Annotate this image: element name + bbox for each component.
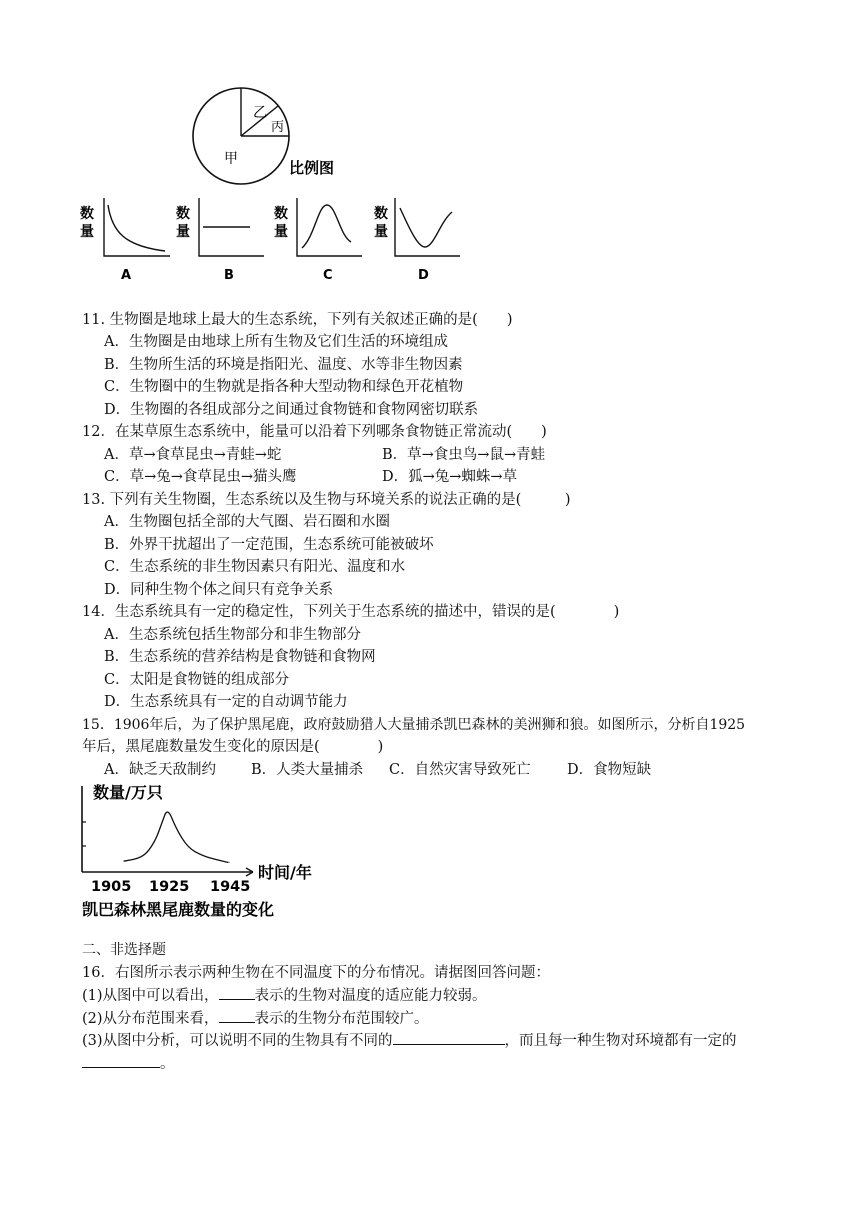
q15-option-b: B．人类大量捕杀 xyxy=(251,762,364,778)
q11-option-c: C．生物圈中的生物就是指各种大型动物和绿色开花植物 xyxy=(104,379,464,395)
q16-p3-blank-1[interactable] xyxy=(393,1030,505,1045)
section-2-heading: 二、非选择题 xyxy=(82,942,166,958)
q13-option-d: D．同种生物个体之间只有竞争关系 xyxy=(104,582,334,598)
q16-part-3 xyxy=(82,1030,737,1051)
curve-panel-d xyxy=(374,198,460,283)
q16-stem: 16．右图所示表示两种生物在不同温度下的分布情况。请据图回答问题： xyxy=(82,965,550,981)
q16-p1-prefix: (1)从图中可以看出， xyxy=(82,988,219,1004)
panel-d-label: D xyxy=(418,268,429,283)
chart-x-tick-1925: 1925 xyxy=(149,879,190,895)
pie-label-bing: 丙 xyxy=(271,120,285,135)
panel-a-ylabel-1: 数 xyxy=(80,206,94,222)
q13-option-a: A．生物圈包括全部的大气圈、岩石圈和水圈 xyxy=(104,514,390,530)
pie-label-yi: 乙 xyxy=(253,105,267,121)
curve-panel-b xyxy=(176,198,264,283)
q11-stem: 11. 生物圈是地球上最大的生态系统，下列有关叙述正确的是( ) xyxy=(82,312,513,328)
q16-p1-blank[interactable] xyxy=(219,985,255,1000)
q15-option-d: D．食物短缺 xyxy=(567,762,652,778)
q16-part-3-cont xyxy=(82,1053,175,1074)
q16-p3-blank-2[interactable] xyxy=(82,1053,160,1068)
panel-a-curve xyxy=(108,205,165,251)
q11-option-a: A．生物圈是由地球上所有生物及它们生活的环境组成 xyxy=(104,334,448,350)
q16-p2-suffix: 表示的生物分布范围较广。 xyxy=(254,1011,429,1027)
q16-p2-prefix: (2)从分布范围来看， xyxy=(82,1011,219,1027)
chart-x-tick-1905: 1905 xyxy=(91,879,132,895)
q16-p3-end: 。 xyxy=(160,1056,175,1072)
q15-option-c: C．自然灾害导致死亡 xyxy=(389,762,531,778)
q12-stem: 12．在某草原生态系统中，能量可以沿着下列哪条食物链正常流动( ) xyxy=(82,424,547,440)
q14-option-c: C．太阳是食物链的组成部分 xyxy=(104,672,290,688)
panel-d-ylabel-1: 数 xyxy=(374,206,388,222)
panel-d-axes xyxy=(395,198,460,256)
chart-xlabel: 时间/年 xyxy=(258,863,312,882)
pie-caption: 比例图 xyxy=(289,159,335,177)
pie-label-jia: 甲 xyxy=(224,151,238,167)
chart-x-tick-1945: 1945 xyxy=(210,879,251,895)
proportion-pie xyxy=(193,88,334,184)
q14-option-b: B．生态系统的营养结构是食物链和食物网 xyxy=(104,649,376,665)
series-line-deer xyxy=(124,812,229,863)
q12-option-b: B．草→食虫鸟→鼠→青蛙 xyxy=(382,447,546,463)
q16-p2-blank[interactable] xyxy=(219,1008,255,1023)
q12-option-d: D．狐→兔→蜘蛛→草 xyxy=(382,469,518,485)
q15-option-a: A．缺乏天敌制约 xyxy=(104,762,216,778)
q16-p3-suffix: ，而且每一种生物对环境都有一定的 xyxy=(504,1033,737,1049)
q12-option-a: A．草→食草昆虫→青蛙→蛇 xyxy=(104,447,282,463)
panel-c-label: C xyxy=(323,268,333,283)
panel-c-ylabel-1: 数 xyxy=(274,206,288,222)
q16-p3-prefix: (3)从图中分析，可以说明不同的生物具有不同的 xyxy=(82,1033,393,1049)
panel-d-curve xyxy=(400,208,452,247)
panel-b-ylabel-2: 量 xyxy=(176,224,190,240)
q11-option-d: D．生物圈的各组成部分之间通过食物链和食物网密切联系 xyxy=(104,402,479,418)
q12-option-c: C．草→兔→食草昆虫→猫头鹰 xyxy=(104,469,297,485)
panel-a-label: A xyxy=(121,268,132,283)
q15-stem-line-1: 15．1906年后，为了保护黑尾鹿，政府鼓励猎人大量捕杀凯巴森林的美洲狮和狼。如图所示，分析自1925 xyxy=(82,717,746,733)
deer-population-chart xyxy=(0,778,860,928)
curve-panel-a xyxy=(80,198,170,283)
q13-option-b: B．外界干扰超出了一定范围，生态系统可能被破坏 xyxy=(104,537,434,553)
q16-p1-suffix: 表示的生物对温度的适应能力较弱。 xyxy=(254,988,487,1004)
panel-b-ylabel-1: 数 xyxy=(176,206,190,222)
panel-b-label: B xyxy=(224,268,234,283)
q15-stem-line-2: 年后，黑尾鹿数量发生变化的原因是( ) xyxy=(82,739,384,755)
panel-c-curve xyxy=(302,205,351,248)
panel-a-ylabel-2: 量 xyxy=(80,224,94,240)
q13-stem: 13. 下列有关生物圈，生态系统以及生物与环境关系的说法正确的是( ) xyxy=(82,492,571,508)
q14-option-a: A．生态系统包括生物部分和非生物部分 xyxy=(104,627,361,643)
chart-ylabel: 数量/万只 xyxy=(93,783,163,802)
panel-c-ylabel-2: 量 xyxy=(274,224,288,240)
top-figure xyxy=(0,0,860,290)
q14-option-d: D．生态系统具有一定的自动调节能力 xyxy=(104,694,348,710)
q16-part-2 xyxy=(82,1008,429,1029)
panel-a-axes xyxy=(104,198,170,256)
curve-panel-c xyxy=(274,198,362,283)
panel-d-ylabel-2: 量 xyxy=(374,224,388,240)
q11-option-b: B．生物所生活的环境是指阳光、温度、水等非生物因素 xyxy=(104,357,463,373)
chart-title: 凯巴森林黑尾鹿数量的变化 xyxy=(82,900,275,919)
q16-part-1 xyxy=(82,985,487,1006)
q14-stem: 14．生态系统具有一定的稳定性，下列关于生态系统的描述中，错误的是( ) xyxy=(82,604,620,620)
q13-option-c: C．生态系统的非生物因素只有阳光、温度和水 xyxy=(104,559,406,575)
